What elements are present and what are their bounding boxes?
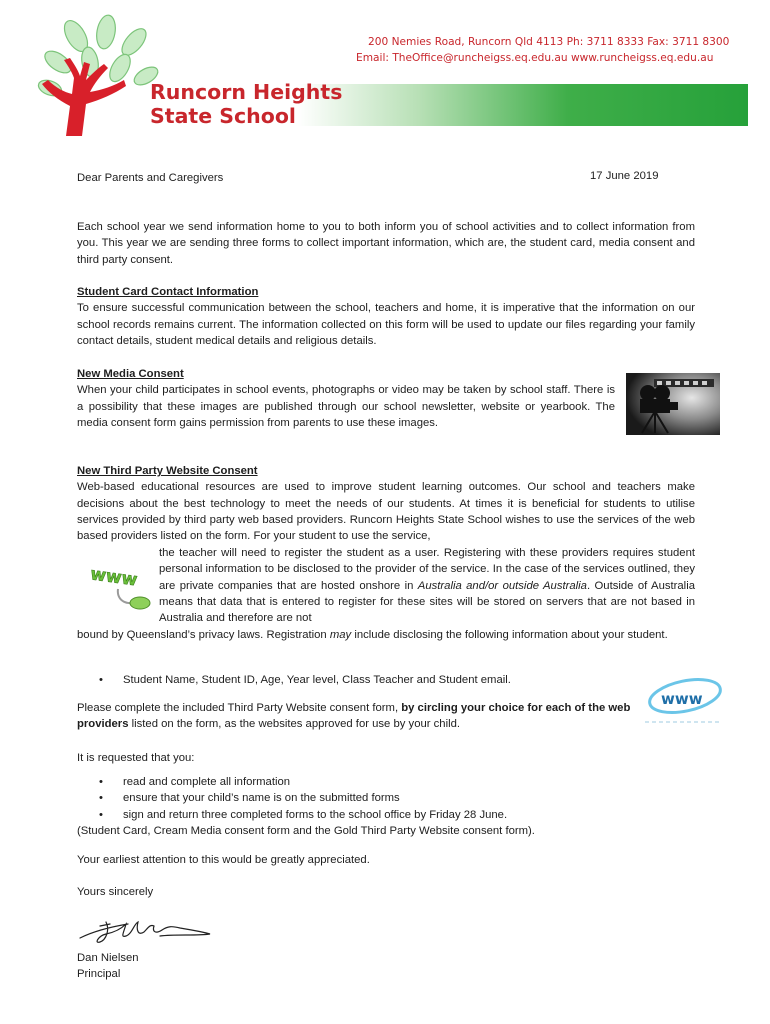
info-list: [77, 672, 637, 688]
request-item-1: • read and complete all information: [77, 774, 695, 790]
requests-list: [77, 774, 695, 823]
info-list-section: [77, 672, 637, 688]
forms-note: (Student Card, Cream Media consent form and the Gold Third Party Website consent form).: [77, 825, 535, 837]
signoff: Yours sincerely: [77, 886, 154, 898]
third-party-section: [77, 463, 695, 544]
media-consent-heading: New Media Consent: [77, 368, 184, 380]
third-party-text-3-italic: may: [329, 629, 352, 641]
letter-date: 17 June 2019: [590, 170, 659, 182]
third-party-text-2-rest: . Outside of Australia means that data that is entered to register for these sites will be stored on servers that are not based in Australia and therefore are not: [159, 579, 695, 625]
signer-title: Principal: [77, 968, 121, 980]
request-item-3: • sign and return three completed forms to the school office by Friday 28 June.: [77, 807, 695, 823]
email-line: Email: TheOffice@runcheigss.eq.edu.au www.runcheigss.eq.edu.au: [356, 52, 714, 64]
info-list-item: • Student Name, Student ID, Age, Year level, Class Teacher and Student email.: [77, 672, 637, 688]
media-consent-section: [77, 366, 615, 431]
student-card-heading: Student Card Contact Information: [77, 286, 259, 298]
salutation: Dear Parents and Caregivers: [77, 172, 224, 184]
third-party-text-1: Web-based educational resources are used to improve student learning outcomes. Our school and teachers make decisions about the best technology to meet the needs of our students. At times it is beneficial for students to utilise services provided by third party web based providers. Runcorn Heights State School wishes to use the services of the web based providers listed on the form. For your student to use the service,: [77, 481, 695, 543]
student-card-text: To ensure successful communication between the school, teachers and home, it is imperative that the information on our school records remains current. The information collected on this form will be used to update our files regarding your family contact details, student medical details and religious details.: [77, 302, 695, 347]
school-logo-hand-tree: [28, 14, 168, 138]
closing-note: Your earliest attention to this would be greatly appreciated.: [77, 854, 370, 866]
complete-text-b: listed on the form, as the websites approved for use by your child.: [131, 718, 461, 731]
film-camera-image: [626, 373, 720, 435]
media-consent-text: When your child participates in school events, photographs or video may be taken by school staff. There is a possibility that these images are published through our school newsletter, website or yearbook. The media consent form gains permission from parents to use these images.: [77, 384, 615, 429]
complete-instructions: [77, 700, 637, 733]
school-name-line-2: State School: [150, 104, 296, 128]
school-name: [150, 80, 342, 128]
signer-name: Dan Nielsen: [77, 952, 139, 964]
school-name-line-1: Runcorn Heights: [150, 80, 343, 104]
third-party-text-3a: bound by Queensland’s privacy laws. Registration: [77, 629, 327, 641]
complete-text-bold: by circling your choice for each of the web providers: [77, 702, 631, 731]
request-item-2: • ensure that your child’s name is on the submitted forms: [77, 790, 695, 806]
principal-signature: [76, 912, 216, 952]
requested-intro: It is requested that you:: [77, 752, 195, 764]
intro-paragraph: Each school year we send information home to you to both inform you of school activities and to collect information from you. This year we are sending three forms to collect important information, which are, the student card, media consent and third party consent.: [77, 221, 695, 266]
www-globe-image: [641, 674, 725, 726]
third-party-text-3b: include disclosing the following information about your student.: [354, 629, 668, 641]
third-party-text-2-italic: Australia and/or outside Australia: [417, 579, 587, 592]
www-globe-label: www: [661, 690, 703, 708]
third-party-heading: New Third Party Website Consent: [77, 465, 258, 477]
address-line: 200 Nemies Road, Runcorn Qld 4113 Ph: 3711 8333 Fax: 3711 8300: [368, 36, 730, 48]
school-contact-details: [356, 34, 736, 66]
complete-text-a: Please complete the included Third Party Website consent form,: [77, 702, 399, 714]
student-card-section: [77, 284, 695, 349]
www-mouse-image: [88, 559, 152, 613]
third-party-wrapped-text: [159, 545, 695, 626]
third-party-closing-text: [77, 627, 695, 643]
third-party-text-2: the teacher will need to register the student as a user. Registering with these providers requires student personal information to be disclosed to the provider of the service. In the case of the services outlined, they are private companies that are hosted onshore in: [159, 547, 695, 592]
www-mouse-label: www: [89, 564, 139, 591]
requests-section: [77, 774, 695, 823]
